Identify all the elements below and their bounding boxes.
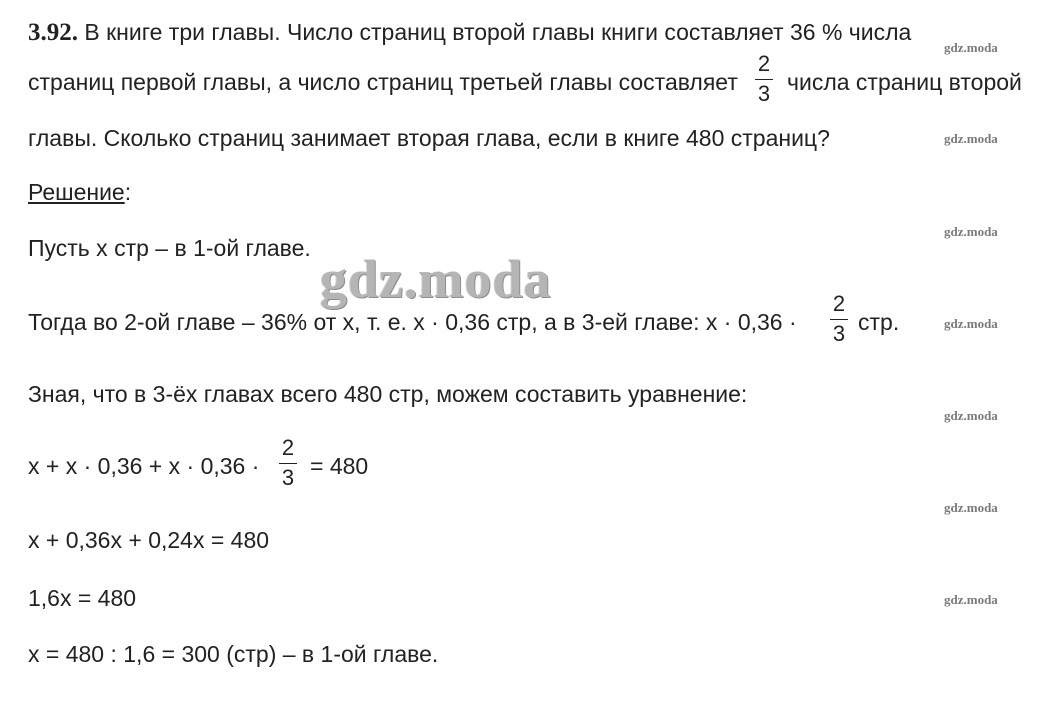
equation-4 <box>28 640 438 668</box>
step-2-text: Тогда во 2-ой главе – 36% от x, т. е. x · 0,36 стр, а в 3-ей главе: x · 0,36 · <box>28 309 797 335</box>
step-3-text: Зная, что в 3-ёх главах всего 480 стр, можем составить уравнение: <box>28 381 748 407</box>
fraction-bar <box>279 463 297 464</box>
solution-heading-colon: : <box>124 179 132 205</box>
fraction-numerator: 2 <box>832 291 846 316</box>
equation-3-text: 1,6x = 480 <box>28 585 137 611</box>
equation-3 <box>28 584 136 612</box>
fraction-numerator: 2 <box>757 51 771 76</box>
problem-line-3 <box>28 124 830 152</box>
solution-heading <box>28 178 131 206</box>
step-2-fraction <box>829 292 849 346</box>
fraction-denominator: 3 <box>832 321 846 346</box>
fraction-bar <box>755 79 773 80</box>
step-1-text: Пусть x стр – в 1-ой главе. <box>28 235 311 261</box>
equation-2 <box>28 526 269 554</box>
problem-text-line-3: главы. Сколько страниц занимает вторая глава, если в книге 480 страниц? <box>28 125 830 151</box>
solution-step-2 <box>28 308 797 336</box>
watermark-small-5: gdz.moda <box>944 408 998 423</box>
watermark-small-6: gdz.moda <box>944 500 998 515</box>
problem-text-line-2-start: страниц первой главы, а число страниц третьей главы составляет <box>28 69 738 95</box>
problem-fraction <box>754 52 774 106</box>
fraction-bar <box>830 319 848 320</box>
watermark-large: gdz.moda <box>320 249 552 309</box>
fraction-denominator: 3 <box>757 81 771 106</box>
problem-text-line-2-end: числа страниц второй <box>787 69 1022 95</box>
problem-line-1 <box>28 18 911 47</box>
watermark-small-7: gdz.moda <box>944 592 998 607</box>
equation-1-right: = 480 <box>310 453 369 479</box>
equation-4-text: x = 480 : 1,6 = 300 (стр) – в 1-ой главе. <box>28 641 439 667</box>
fraction-numerator: 2 <box>281 435 295 460</box>
watermark-small-3: gdz.moda <box>944 224 998 239</box>
solution-step-2-end <box>858 308 899 336</box>
fraction-denominator: 3 <box>281 465 295 490</box>
equation-1-left: x + x · 0,36 + x · 0,36 · <box>28 453 260 479</box>
watermark-small-4: gdz.moda <box>944 316 998 331</box>
watermark-small-1: gdz.moda <box>944 40 998 55</box>
problem-text-line-1: В книге три главы. Число страниц второй главы книги составляет 36 % числа <box>84 19 912 45</box>
solution-heading-text: Решение <box>28 179 125 205</box>
step-2-unit: стр. <box>858 309 900 335</box>
equation-1-fraction <box>278 436 298 490</box>
problem-line-2 <box>28 68 738 96</box>
equation-1-end <box>310 452 368 480</box>
equation-1 <box>28 452 259 480</box>
equation-2-text: x + 0,36x + 0,24x = 480 <box>28 527 270 553</box>
watermark-small-2: gdz.moda <box>944 131 998 146</box>
problem-line-2-end <box>787 68 1022 96</box>
solution-step-1 <box>28 234 311 262</box>
solution-step-3 <box>28 380 747 408</box>
problem-number: 3.92. <box>28 19 78 46</box>
